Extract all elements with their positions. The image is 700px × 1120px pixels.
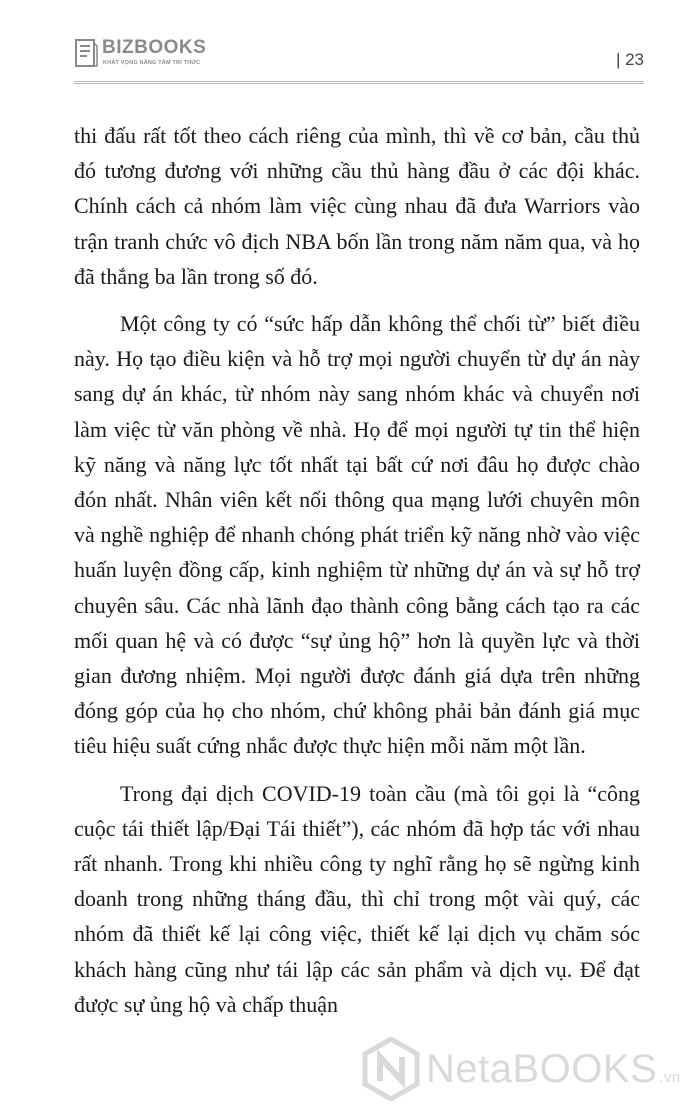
- page-header: [74, 33, 644, 89]
- netabooks-logo-icon: [362, 1037, 420, 1101]
- paragraph-continued: thi đấu rất tốt theo cách riêng của mình, thì về cơ bản, cầu thủ đó tương đương với những cầu thủ hàng đầu ở các đội khác. Chính cách cả nhóm làm việc cùng nhau đã đưa Warriors vào trận tranh chức vô địch NBA bốn lần trong năm năm qua, và họ đã thắng ba lần trong số đó.: [74, 123, 640, 289]
- page-number: | 23: [615, 50, 644, 69]
- bizbooks-logo-icon: [74, 37, 98, 69]
- watermark-suffix: .vn: [659, 1069, 681, 1086]
- paragraph: Trong đại dịch COVID-19 toàn cầu (mà tôi gọi là “công cuộc tái thiết lập/Đại Tái thiết”), các nhóm đã hợp tác với nhau rất nhanh. Trong khi nhiều công ty nghĩ rằng họ sẽ ngừng kinh doanh trong những tháng đầu, thì chỉ trong một vài quý, các nhóm đã thiết kế lại công việc, thiết kế lại dịch vụ chăm sóc khách hàng cũng như tái lập các sản phẩm và dịch vụ. Để đạt được sự ủng hộ và chấp thuận: [74, 780, 640, 1017]
- header-divider: [74, 81, 644, 84]
- brand-name: BIZBOOKS: [102, 37, 207, 58]
- brand-tagline: KHÁT VỌNG NÂNG TẦM TRI THỨC: [103, 60, 201, 66]
- paragraph: Một công ty có “sức hấp dẫn không thể chối từ” biết điều này. Họ tạo điều kiện và hỗ trợ mọi người chuyển từ dự án này sang dự án khác, từ nhóm này sang nhóm khác và chuyển nơi làm việc từ văn phòng về nhà. Họ để mọi người tự tin thể hiện kỹ năng và năng lực tốt nhất tại bất cứ nơi đâu họ được chào đón nhất. Nhân viên kết nối thông qua mạng lưới chuyên môn và nghề nghiệp để nhanh chóng phát triển kỹ năng nhờ vào việc huấn luyện đồng cấp, kinh nghiệm từ những dự án và sự hỗ trợ chuyên sâu. Các nhà lãnh đạo thành công bằng cách tạo ra các mối quan hệ và có được “sự ủng hộ” hơn là quyền lực và thời gian đương nhiệm. Mọi người được đánh giá dựa trên những đóng góp của họ cho nhóm, chứ không phải bản đánh giá mục tiêu hiệu suất cứng nhắc được thực hiện mỗi năm một lần.: [74, 311, 640, 759]
- watermark-name: NetaBOOKS: [426, 1047, 658, 1091]
- bizbooks-logo: [74, 37, 224, 77]
- watermark-text: [426, 1047, 681, 1092]
- page-body: [74, 118, 640, 1034]
- netabooks-watermark: [362, 1037, 692, 1107]
